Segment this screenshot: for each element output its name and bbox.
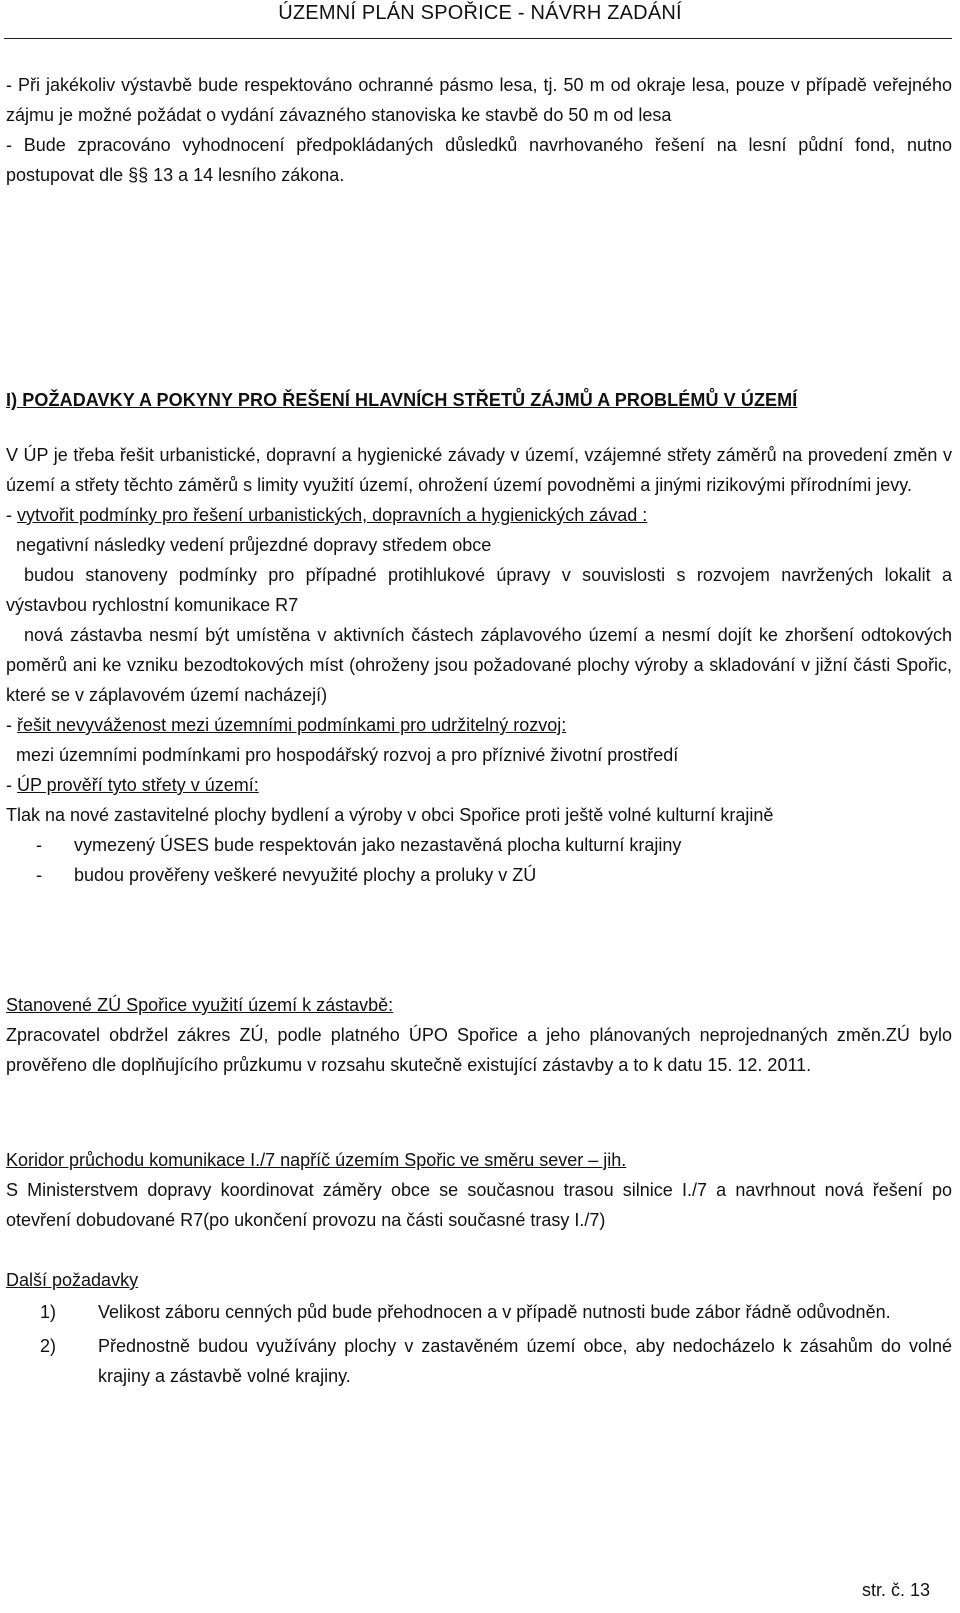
section-intro: V ÚP je třeba řešit urbanistické, dopravní a hygienické závady v území, vzájemné střety záměrů na provedení změn v území a střety těchto záměrů s limity využití území, ohrožení území povodněmi a jinými rizikovými přírodními jevy. bbox=[6, 445, 952, 495]
dalsi-heading: Další požadavky bbox=[6, 1270, 139, 1290]
numbered-item: 2) Přednostně budou využívány plochy v zastavěném území obce, aby nedocházelo k zásahům do volné krajiny a zástavbě volné krajiny. bbox=[40, 1336, 952, 1386]
koridor-block bbox=[6, 1145, 952, 1235]
item1-line-a: negativní následky vedení průjezdné dopravy středem obce bbox=[16, 535, 492, 555]
item3-line-a: Tlak na nové zastavitelné plochy bydlení a výroby v obci Spořice proti ještě volné kulturní krajině bbox=[6, 805, 774, 825]
page-header: ÚZEMNÍ PLÁN SPOŘICE - NÁVRH ZADÁNÍ bbox=[278, 2, 682, 24]
item1-line-b: budou stanoveny podmínky pro případné protihlukové úpravy v souvislosti s rozvojem navržených lokalit a výstavbou rychlostní komunikace R7 bbox=[6, 565, 952, 615]
section-heading: I) POŽADAVKY A POKYNY PRO ŘEŠENÍ HLAVNÍCH STŘETŮ ZÁJMŮ A PROBLÉMŮ V ÚZEMÍ bbox=[6, 390, 798, 410]
section-i-body bbox=[6, 440, 952, 890]
zu-heading: Stanovené ZÚ Spořice využití území k zástavbě: bbox=[6, 995, 394, 1015]
bullet-item: - budou prověřeny veškeré nevyužité plochy a proluky v ZÚ bbox=[36, 865, 537, 885]
paragraph-forest-land: - Bude zpracováno vyhodnocení předpokládaných důsledků navrhovaného řešení na lesní půdní fond, nutno postupovat dle §§ 13 a 14 lesního zákona. bbox=[6, 135, 952, 185]
intro-block bbox=[6, 70, 952, 190]
item1-heading: - vytvořit podmínky pro řešení urbanistických, dopravních a hygienických závad : bbox=[6, 505, 648, 525]
bullet-item: - vymezený ÚSES bude respektován jako nezastavěná plocha kulturní krajiny bbox=[36, 835, 682, 855]
item3-heading: - ÚP prověří tyto střety v území: bbox=[6, 775, 259, 795]
header-divider bbox=[4, 38, 952, 39]
koridor-heading: Koridor průchodu komunikace I./7 napříč územím Spořic ve směru sever – jih. bbox=[6, 1150, 627, 1170]
page-number: str. č. 13 bbox=[861, 1580, 930, 1600]
dalsi-block bbox=[6, 1265, 952, 1391]
zu-block bbox=[6, 990, 952, 1080]
item2-line-a: mezi územními podmínkami pro hospodářský rozvoj a pro příznivé životní prostředí bbox=[16, 745, 679, 765]
numbered-item: 1) Velikost záboru cenných půd bude přehodnocen a v případě nutnosti bude zábor řádně odůvodněn. bbox=[40, 1302, 891, 1322]
zu-text: Zpracovatel obdržel zákres ZÚ, podle platného ÚPO Spořice a jeho plánovaných neprojednaných změn.ZÚ bylo prověřeno dle doplňujícího průzkumu v rozsahu skutečně existující zástavby a to k datu 15. 12. 2011. bbox=[6, 1025, 952, 1075]
paragraph-forest-zone: - Při jakékoliv výstavbě bude respektováno ochranné pásmo lesa, tj. 50 m od okraje lesa, pouze v případě veřejného zájmu je možné požádat o vydání závazného stanoviska ke stavbě do 50 m od lesa bbox=[6, 75, 952, 125]
koridor-text: S Ministerstvem dopravy koordinovat záměry obce se současnou trasou silnice I./7 a navrhnout nová řešení po otevření dobudované R7(po ukončení provozu na části současné trasy I./7) bbox=[6, 1180, 952, 1230]
item2-heading: - řešit nevyváženost mezi územními podmínkami pro udržitelný rozvoj: bbox=[6, 715, 567, 735]
item1-line-c: nová zástavba nesmí být umístěna v aktivních částech záplavového území a nesmí dojít ke zhoršení odtokových poměrů ani ke vzniku bezodtokových míst (ohroženy jsou požadované plochy výroby a skladování v jižní části Spořic, které se v záplavovém území nacházejí) bbox=[6, 625, 952, 705]
